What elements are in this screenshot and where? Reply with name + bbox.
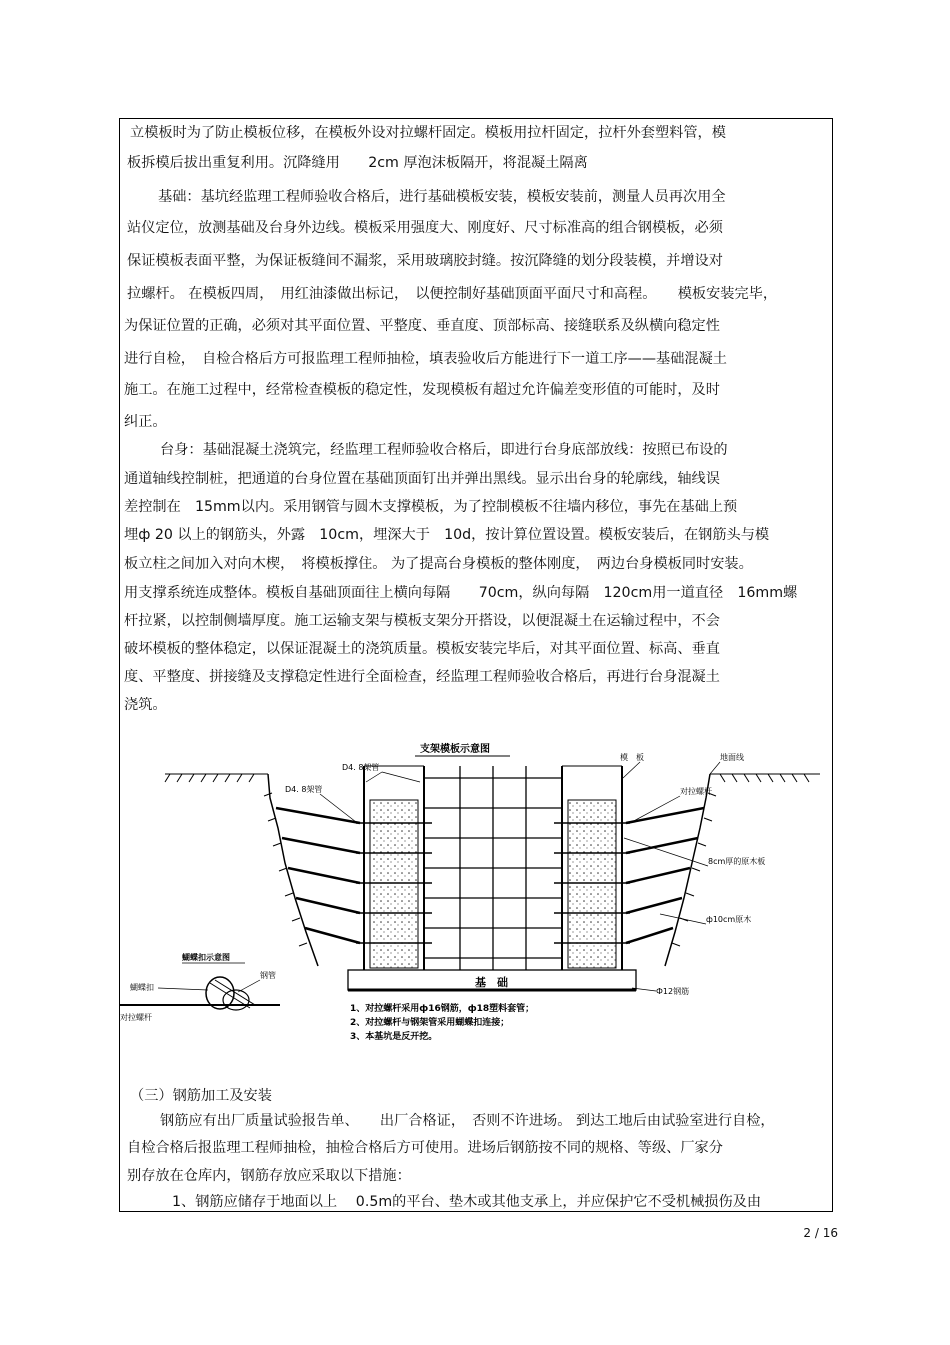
label-steel-pipe: 钢管 [260,971,276,980]
ground-right [665,774,820,966]
text-line: 立模板时为了防止模板位移，在模板外设对拉螺杆固定。模板用拉杆固定，拉杆外套塑料管，模 [130,125,726,141]
text-line: 为保证位置的正确，必须对其平面位置、平整度、垂直度、顶部标高、接缝联系及纵横向稳定性 [124,318,720,334]
diagram-title: 支架模板示意图 [420,744,490,755]
text-line: 浇筑。 [124,697,167,713]
text-line: 杆拉紧，以控制侧墙厚度。施工运输支架与模板支架分开搭设，以便混凝土在运输过程中，不会 [124,613,720,629]
note-3: 3、本基坑是反开挖。 [350,1032,438,1042]
butterfly-title: 蝴蝶扣示意图 [182,953,230,962]
text-line: 自检合格后报监理工程师抽检，抽检合格后方可使用。进场后钢筋按不同的规格、等级、厂家分 [127,1140,723,1156]
text-line: 钢筋应有出厂质量试验报告单、 出厂合格证， 否则不许进场。 到达工地后由试验室进行自检， [160,1113,775,1129]
label-plank: 8cm厚的原木板 [708,857,766,866]
text-line: 进行自检， 自检合格后方可报监理工程师抽检，填表验收后方能进行下一道工序——基础混凝土 [124,351,727,367]
text-line: 站仪定位，放测基础及台身外边线。模板采用强度大、刚度好、尺寸标准高的组合钢模板，必须 [127,220,723,236]
text-line: 台身：基础混凝土浇筑完，经监理工程师验收合格后，即进行台身底部放线：按照已布设的 [160,442,728,458]
text-line: 基础：基坑经监理工程师验收合格后，进行基础模板安装，模板安装前，测量人员再次用全 [158,189,726,205]
text-line: 用支撑系统连成整体。模板自基础顶面往上横向每隔 70cm，纵向每隔 120cm用一道直径 16mm螺 [124,585,798,601]
text-line: 埋ф 20 以上的钢筋头，外露 10cm，埋深大于 10d，按计算位置设置。模板安装后，在钢筋头与模 [124,527,770,543]
text-line: 拉螺杆。 在模板四周， 用红油漆做出标记， 以便控制好基础顶面平面尺寸和高程。 模板安装完毕， [127,286,778,302]
label-formwork: 模 板 [620,753,644,762]
right-braces [626,808,704,943]
label-butterfly: 蝴蝶扣 [130,983,154,992]
label-ground-line: 地面线 [720,753,744,762]
note-2: 2、对拉螺杆与钢架管采用蝴蝶扣连接； [350,1018,510,1028]
text-line: 差控制在 15mm以内。采用钢管与圆木支撑模板，为了控制模板不往墙内移位，事先在基础上预 [124,499,738,515]
formwork-support-diagram [120,738,832,1066]
text-line: 施工。在施工过程中，经常检查模板的稳定性，发现模板有超过允许偏差变形值的可能时，及时 [124,382,720,398]
text-line: 度、平整度、拼接缝及支撑稳定性进行全面检查，经监理工程师验收合格后，再进行台身混凝土 [124,669,720,685]
text-line: 板拆模后拔出重复利用。沉降缝用 2cm 厚泡沫板隔开，将混凝土隔离 [127,155,588,171]
text-line: 通道轴线控制桩，把通道的台身位置在基础顶面钉出并弹出黑线。显示出台身的轮廓线，轴线误 [124,471,720,487]
label-log: ф10cm原木 [706,915,752,924]
label-tie-rod-2: 对拉螺杆 [120,1013,152,1022]
label-d48-left: D4. 8架管 [285,785,323,794]
label-d48-top: D4. 8架管 [342,763,380,772]
note-1: 1、对拉螺杆采用ф16钢筋，ф18塑料套管； [350,1004,535,1014]
text-line: 破坏模板的整体稳定，以保证混凝土的浇筑质量。模板安装完毕后，对其平面位置、标高、垂直 [124,641,720,657]
text-line: 别存放在仓库内，钢筋存放应采取以下措施： [127,1168,411,1184]
section-heading: （三）钢筋加工及安装 [130,1088,272,1104]
scaffold-frame [424,766,562,970]
foundation-label: 基 础 [475,976,508,989]
label-rebar: Ф12钢筋 [656,987,690,996]
text-line: 保证模板表面平整，为保证板缝间不漏浆，采用玻璃胶封缝。按沉降缝的划分段装模，并增设对 [127,253,723,269]
text-line: 1、钢筋应储存于地面以上 0.5m的平台、垫木或其他支承上，并应保护它不受机械损伤及由 [172,1194,762,1210]
text-line: 板立柱之间加入对向木楔， 将模板撑住。 为了提高台身模板的整体刚度， 两边台身模板同时安装。 [124,556,753,572]
label-tie-rod: 对拉螺杆 [680,787,712,796]
page-number: 2 / 16 [803,1226,838,1240]
text-line: 纠正。 [124,414,167,430]
